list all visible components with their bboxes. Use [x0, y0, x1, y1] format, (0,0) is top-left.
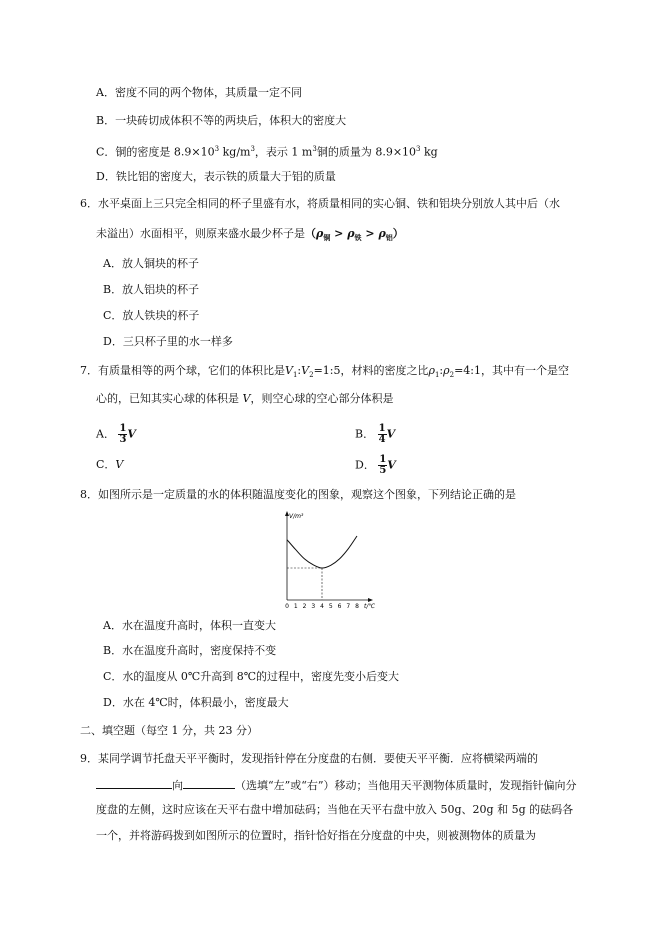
- rho-symbol: ρ: [443, 364, 450, 377]
- rho-symbol: ρ: [316, 227, 324, 240]
- volume-symbol: V: [242, 392, 251, 405]
- rho-symbol: ρ: [347, 227, 355, 240]
- q7-stem-line1: [80, 364, 569, 382]
- exponent: 3: [416, 145, 421, 153]
- volume-symbol: V: [301, 364, 310, 377]
- x-tick-label: 2: [302, 603, 307, 610]
- q7-option-a: [96, 424, 136, 445]
- q8-option-c: [103, 670, 399, 684]
- y-axis-label: V/m³: [289, 513, 304, 520]
- q9-line4: 一个，并将游码拨到如图所示的位置时，指针恰好指在分度盘的中央，则被测物体的质量为: [96, 829, 536, 842]
- q5-option-b: [96, 114, 346, 128]
- numerator: 1: [119, 423, 127, 434]
- density-order-expression: [305, 227, 404, 243]
- x-tick-label: 4: [320, 603, 324, 610]
- q6-option-a: [103, 257, 199, 271]
- answer-blank-1[interactable]: [96, 777, 172, 789]
- x-tick-label: 5: [328, 603, 333, 610]
- option-text: 铁比铝的密度大，表示铁的质量大于铝的质量: [115, 170, 336, 183]
- option-label: D．: [103, 696, 123, 709]
- q5-option-c: [96, 142, 438, 160]
- exponent: 3: [250, 145, 255, 153]
- subscript: 铜: [323, 233, 331, 243]
- stem-text: （选填“左”或“右”）移动；当他用天平测物体质量时，发现指针偏向分: [235, 779, 577, 792]
- exponent: 3: [312, 145, 317, 153]
- ratio-value: =1:5: [313, 364, 341, 377]
- volume-symbol: V: [115, 458, 124, 471]
- volume-symbol: V: [387, 458, 396, 472]
- numerator: 1: [378, 423, 386, 434]
- fraction: [378, 424, 387, 445]
- q7-option-d: [355, 455, 396, 476]
- option-text: 放人铜块的杯子: [121, 257, 199, 270]
- option-label: A．: [96, 427, 115, 441]
- q9-line1: 9．某同学调节托盘天平平衡时，发现指针停在分度盘的右侧．要使天平平衡．应将横梁两端的: [80, 752, 538, 765]
- q6-option-b: [103, 283, 199, 297]
- option-label: C．: [96, 145, 116, 159]
- fraction: [378, 455, 387, 476]
- subscript: 2: [449, 371, 455, 380]
- x-tick-label: 7: [346, 603, 351, 610]
- x-axis-label: t/℃: [364, 603, 376, 610]
- option-label: B．: [103, 644, 123, 657]
- volume-symbol: V: [386, 427, 396, 441]
- subscript: 铝: [385, 233, 393, 243]
- volume-symbol: V: [127, 427, 136, 441]
- q7-option-c: [96, 458, 123, 472]
- option-text: 水在温度升高时，密度保持不变: [122, 644, 277, 657]
- exponent: 3: [214, 145, 220, 153]
- subscript: 铁: [354, 233, 362, 243]
- volume-temperature-graph: [278, 508, 378, 612]
- volume-symbol: V: [285, 364, 293, 377]
- gt-sign: >: [361, 227, 379, 240]
- x-tick-label: 0: [285, 603, 289, 610]
- subscript: 1: [292, 371, 298, 380]
- x-tick-label: 8: [355, 603, 359, 610]
- option-label: B．: [96, 114, 116, 127]
- option-text: 密度不同的两个物体，其质量一定不同: [114, 86, 302, 99]
- option-label: C．: [103, 670, 123, 683]
- colon: :: [297, 364, 302, 377]
- option-text: 水在 4℃时，体积最小，密度最大: [122, 696, 289, 709]
- stem-text: ，材料的密度之比: [340, 364, 429, 377]
- q8-option-d: [103, 696, 289, 710]
- option-label: C．: [103, 309, 123, 322]
- option-label: D．: [96, 170, 116, 183]
- q5-option-a: [96, 86, 302, 100]
- x-axis-arrow: [368, 598, 373, 602]
- q9-line2: [96, 777, 577, 793]
- option-label: D．: [103, 335, 123, 348]
- paren: （: [305, 227, 316, 240]
- option-text: 水的温度从 0℃升高到 8℃的过程中，密度先变小后变大: [122, 670, 400, 683]
- section-title: 二、填空题（每空 1 分，共 23 分）: [80, 724, 258, 737]
- option-text: 三只杯子里的水一样多: [122, 335, 233, 348]
- volume-curve: [287, 536, 357, 568]
- option-label: A．: [103, 257, 122, 270]
- option-label: B．: [355, 427, 375, 441]
- q7-option-b: [355, 424, 395, 445]
- q6-stem-line1: 6．水平桌面上三只完全相同的杯子里盛有水，将质量相同的实心铜、铁和铝块分别放人其中后（水: [80, 197, 560, 210]
- colon: :: [439, 364, 444, 377]
- stem-text: 心的，已知其实心球的体积是: [96, 392, 243, 405]
- subscript: 1: [434, 371, 440, 380]
- rho-symbol: ρ: [378, 227, 386, 240]
- option-text: 放人铁块的杯子: [122, 309, 200, 322]
- option-label: A．: [96, 86, 115, 99]
- option-label: D．: [355, 458, 375, 472]
- option-label: B．: [103, 283, 123, 296]
- q6-option-d: [103, 335, 233, 349]
- x-tick-label: 6: [337, 603, 342, 610]
- stem-text: 7．有质量相等的两个球，它们的体积比是: [80, 364, 285, 377]
- numerator: 1: [379, 454, 387, 465]
- answer-blank-2[interactable]: [183, 777, 235, 789]
- denominator: 3: [119, 434, 127, 445]
- option-label: C．: [96, 458, 116, 471]
- x-tick-label: 3: [311, 603, 316, 610]
- q7-stem-line2: [96, 392, 393, 406]
- stem-text: ，其中有一个是空: [481, 364, 569, 377]
- option-text: 水在温度升高时，体积一直变大: [121, 619, 276, 632]
- paren: ）: [392, 227, 404, 240]
- rho-symbol: ρ: [428, 364, 435, 377]
- denominator: 5: [379, 465, 387, 476]
- option-text: kg/m: [219, 145, 251, 159]
- q9-line3: 度盘的左侧，这时应该在天平右盘中增加砝码；当他在天平右盘中放入 50g、20g 和 5g 的砝码各: [96, 803, 574, 816]
- denominator: 4: [378, 434, 386, 445]
- q8-option-b: [103, 644, 276, 658]
- stem-text: 向: [172, 779, 183, 792]
- q5-option-d: [96, 170, 336, 184]
- subscript: 2: [309, 371, 314, 380]
- q8-stem: 8．如图所示是一定质量的水的体积随温度变化的图象，观察这个图象，下列结论正确的是: [80, 488, 516, 501]
- q6-stem-line2: [96, 227, 404, 245]
- option-text: ，表示 1 m: [254, 145, 313, 159]
- stem-text: 未溢出）水面相平，则原来盛水最少杯子是: [96, 227, 305, 240]
- gt-sign: >: [330, 227, 348, 240]
- option-label: A．: [103, 619, 122, 632]
- option-text: 铜的质量为 8.9×10: [316, 145, 417, 159]
- option-text: 铜的密度是 8.9×10: [115, 145, 215, 159]
- q6-option-c: [103, 309, 199, 323]
- option-text: 一块砖切成体积不等的两块后，体积大的密度大: [115, 114, 347, 127]
- q8-option-a: [103, 619, 276, 633]
- stem-text: ，则空心球的空心部分体积是: [250, 392, 394, 405]
- x-tick-label: 1: [293, 603, 298, 610]
- ratio-value: =4:1: [454, 364, 481, 377]
- option-text: 放人铝块的杯子: [122, 283, 200, 296]
- option-text: kg: [420, 145, 438, 159]
- x-tick-labels: [285, 603, 359, 610]
